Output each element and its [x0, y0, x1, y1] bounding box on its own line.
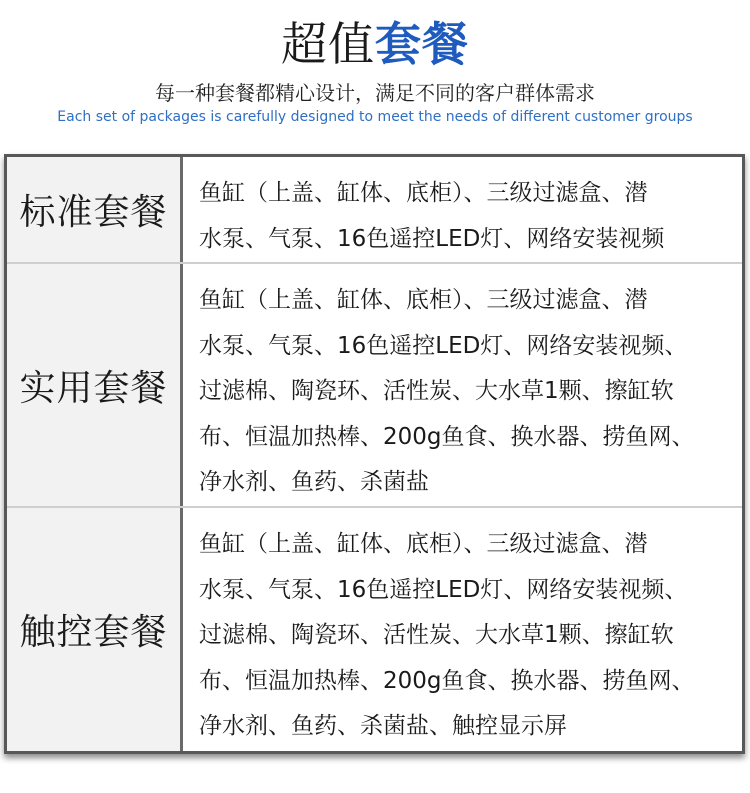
contents-line: 鱼缸（上盖、缸体、底柜）、三级过滤盒、潜: [199, 287, 648, 313]
title-accent: 套餐: [375, 17, 469, 71]
contents-line: 鱼缸（上盖、缸体、底柜）、三级过滤盒、潜: [199, 531, 648, 557]
contents-line: 水泵、气泵、16色遥控LED灯、网络安装视频、: [199, 576, 688, 603]
package-name-cell: [7, 157, 183, 262]
package-contents: [183, 264, 742, 506]
contents-line: 鱼缸（上盖、缸体、底柜）、三级过滤盒、潜: [199, 180, 648, 206]
contents-line: 过滤棉、陶瓷环、活性炭、大水草1颗、擦缸软: [199, 378, 674, 404]
contents-line: 布、恒温加热棒、200g鱼食、换水器、捞鱼网、: [199, 423, 695, 450]
contents-line: 水泵、气泵、16色遥控LED灯、网络安装视频、: [199, 332, 688, 359]
package-name: 实用套餐: [19, 367, 168, 409]
contents-line: 过滤棉、陶瓷环、活性炭、大水草1颗、擦缸软: [199, 622, 674, 648]
package-row-touch: [7, 508, 742, 751]
contents-line: 净水剂、鱼药、杀菌盐、触控显示屏: [199, 713, 567, 739]
contents-line: 净水剂、鱼药、杀菌盐: [199, 469, 429, 495]
package-row-standard: [7, 157, 742, 262]
package-name: 标准套餐: [19, 192, 168, 233]
package-name-cell: [7, 508, 183, 751]
package-name: 触控套餐: [19, 612, 168, 653]
contents-line: 布、恒温加热棒、200g鱼食、换水器、捞鱼网、: [199, 667, 695, 694]
package-table: [4, 154, 745, 754]
package-contents: [183, 508, 742, 751]
package-row-practical: [7, 264, 742, 506]
contents-line: 水泵、气泵、16色遥控LED灯、网络安装视频: [199, 225, 665, 252]
page-title: [0, 14, 750, 74]
title-plain: 超值: [281, 17, 375, 71]
package-contents: [183, 157, 742, 262]
package-name-cell: [7, 264, 183, 506]
subtitle-english: Each set of packages is carefully designed to meet the needs of different customer groups: [57, 109, 693, 125]
header: [0, 0, 750, 140]
subtitle-chinese: 每一种套餐都精心设计，满足不同的客户群体需求: [155, 81, 595, 105]
